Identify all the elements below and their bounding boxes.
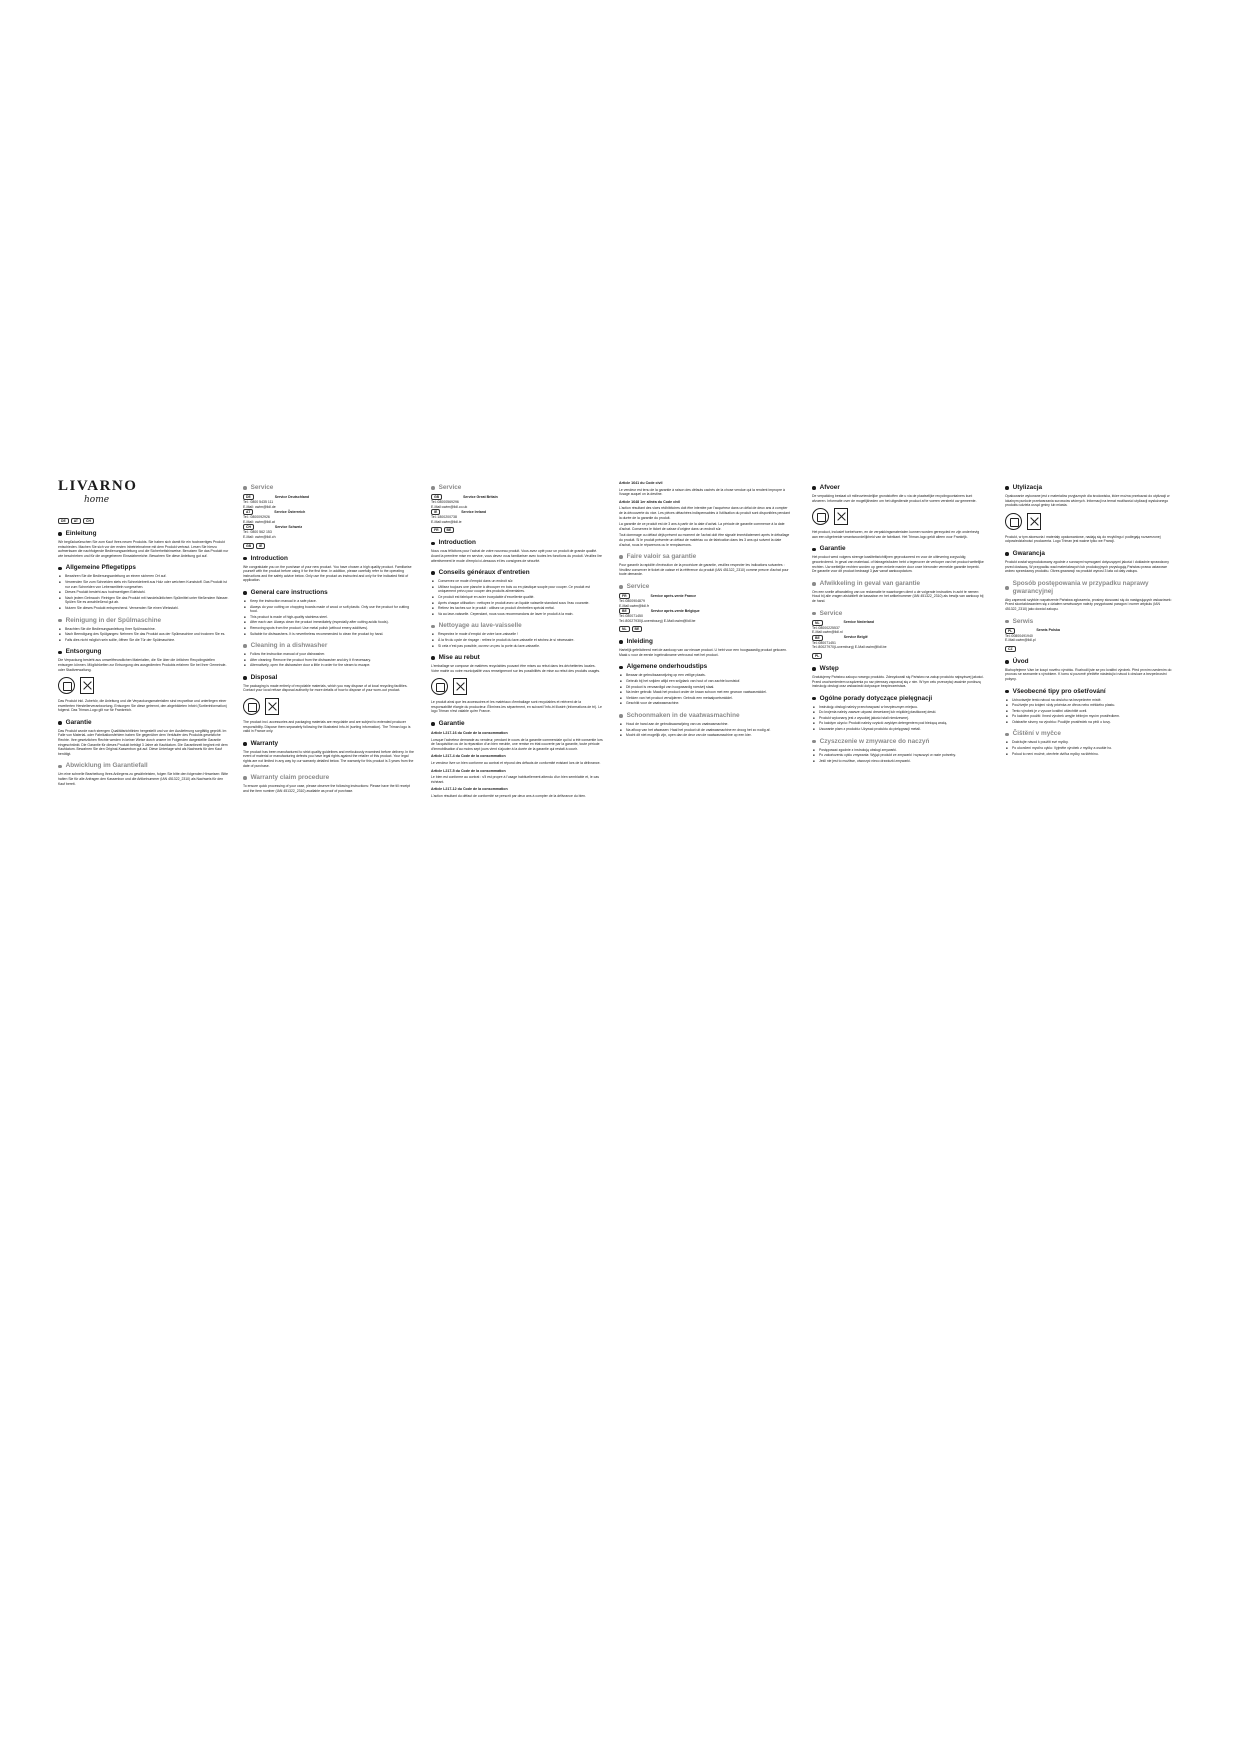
paragraph: Tout dommage ou défaut déjà présent au moment de l'achat doit être signalé immédiatement après le déballage du produit. Si le produit présente un défaut de matériau ou de fabrication dans les 3 ans qui suivent la date d'achat, nous le réparerons ou le remplacerons. — [619, 533, 790, 547]
bullet-icon — [812, 697, 816, 701]
list-item: ■ Utilisez toujours une planche à découper en bois ou en plastique souple pour couper. Ce produit est uniquement prévu pour couper des produits alimentaires. — [431, 585, 603, 594]
article-heading: Article L217-5 du Code de la consommation — [431, 768, 506, 773]
list-item: ■ After each use: Always clean the product immediately (especially after cutting acidic foods). — [243, 620, 415, 625]
bullet-icon — [1005, 486, 1009, 490]
country-chip: CH — [243, 524, 254, 530]
heading-text: Disposal — [250, 673, 278, 681]
paragraph: Le vendeur est tenu de la garantie à raison des défauts cachés de la chose vendue qui la rendent impropre à l'usage auquel on la destine. — [619, 487, 785, 497]
service-name: Service Schweiz — [274, 525, 303, 530]
section-heading — [58, 564, 230, 572]
service-name: Service Deutschland — [274, 494, 310, 499]
service-name: Service Ireland — [461, 509, 487, 514]
heading-text: Afvoer — [819, 484, 840, 491]
heading-text: Mise au rebut — [438, 654, 480, 662]
list-item: ■ Dieses Produkt besteht aus hochwertigem Edelstahl. — [58, 590, 230, 595]
paragraph: Om een snelle afhandeling van uw reclamatie te waarborgen dient u de volgende instructies in acht te nemen: Houd bij alle vragen alstublieft de kassabon en het artikelnummer (IAN 451322_2310) als bewijs van aankoop bij de hand. — [812, 589, 984, 603]
article-heading: Article 1641 du Code civil — [619, 481, 663, 485]
section-heading — [619, 712, 791, 720]
country-chips — [58, 518, 230, 524]
recycling-symbols — [243, 698, 415, 715]
paragraph: Aby zapewnić szybkie rozpatrzenie Państwa zgłoszenia, prosimy stosować się do następujących wskazówek: Przed skontaktowaniem się z działem serwisowym należy przygotować paragon i numer artykułu (IAN 451322_2310) jako dowód zakupu. — [1005, 597, 1172, 611]
heading-text: Všeobecné tipy pro ošetřování — [1012, 687, 1106, 695]
heading-text: Garantie — [438, 720, 465, 728]
list-item: ■ Suitable for dishwashers. It is nevertheless recommended to clean the product by hand. — [243, 632, 415, 637]
list-item: ■ Keep the instruction manual in a safe place. — [243, 599, 415, 604]
bullet-icon — [431, 542, 435, 546]
country-chips — [431, 527, 603, 533]
bullet-icon — [1005, 660, 1009, 664]
article-heading: Article L217-16 du Code de la consommation — [431, 731, 508, 736]
list-item: ■ Nach Beendigung des Spülganges: Nehmen Sie das Produkt aus der Spülmaschine und trocknen Sie es. — [58, 632, 230, 637]
bullet-icon — [619, 714, 623, 718]
instruction-sheet — [58, 478, 1186, 1286]
list-item: ■ Après chaque utilisation : nettoyez le produit avec un liquide vaisselle standard sous l'eau courante. — [431, 601, 603, 606]
column-fr — [431, 478, 603, 1286]
bullet-icon — [812, 548, 816, 552]
heading-text: Warranty claim procedure — [250, 774, 330, 782]
service-phone: Tel.:080071451 — [812, 640, 836, 645]
service-email: E-Mail:owim@lidl.ie — [431, 519, 462, 524]
list-item: ■ Ce produit est fabriqué en acier inoxydable d'excellente qualité. — [431, 595, 603, 600]
section-heading — [1005, 688, 1177, 696]
heading-text: Introduction — [438, 539, 476, 547]
heading-text: Ogólne porady dotyczące pielęgnacji — [819, 694, 933, 702]
country-chip: FR — [431, 527, 442, 533]
bullet-icon — [1005, 690, 1009, 694]
bullet-icon — [243, 776, 247, 780]
service-email: E-Mail: owim@lidl.at — [243, 519, 275, 524]
bullet-icon — [1005, 620, 1009, 624]
list-item: ■ Gebruik bij het snijden altijd een snijplank van hout of van zachte kunststof. — [619, 679, 791, 684]
service-email: E-Mail: owim@lidl.ch — [243, 534, 276, 539]
section-heading — [812, 610, 984, 618]
paragraph: L'emballage se compose de matières recyclables pouvant être mises au rebut dans les déchetteries locales. Votre mairie ou votre municipalité vous renseigneront sur les possibilités de mise au rebut des produits usagés. — [431, 664, 601, 673]
recycle-icon — [1005, 513, 1022, 530]
crossed-bin-icon — [453, 678, 467, 695]
paragraph: Das Produkt inkl. Zubehör, die Anleitung und die Verpackungsmaterialien sind recycelbar und unterliegen einer erweiterten Herstellerverantwortung. Entsorgen Sie diese getrennt, den abgebildeten Infotri (Sortierinformation) folgend. Das Triman-Logo gilt nur für Frankreich. — [58, 699, 227, 713]
list-item: ■ Po každém použití: Ihned výrobek umyjte běžným mycím prostředkem. — [1005, 714, 1177, 719]
heading-text: Service — [819, 609, 843, 617]
column-en — [243, 478, 415, 1286]
section-heading — [243, 674, 415, 682]
paragraph: Het product werd volgens strenge kwaliteitsrichtlijnen geproduceerd en voor de uitlevering zorgvuldig gecontroleerd. In geval van materiaal- of fabrageisfouten hebt u tegenover de verkoper van het product wettelijke rechten. Uw wettelijke rechten worden op geen enkele manier door onze hieronder vermelde garantie beperkt. De garantie voor dit product bedraagt 3 jaar vanaf aankoopdatum. — [812, 555, 984, 574]
paragraph: Het product, inclusief toebehoren, en de verpakkingsmaterialen kunnen worden gerecycled en zijn onderhevig aan een uitgebreide verantwoordelijkheid van de fabrikant. Het Triman-logo geldt alleen voor Frankrijk. — [812, 530, 980, 539]
service-entry — [619, 608, 791, 623]
section-heading — [243, 774, 415, 782]
paragraph: The product has been manufactured to strict quality guidelines and meticulously examined before delivery. In the event of material or manufacturing defects you have legal rights against the retailer of this product. Your legal rights are not limited in any way by our warranty detailed below. The warranty for this product is 3 years from the date of purchase. — [243, 749, 414, 768]
list-item: ■ Removing spots from the product: Use metal polish (without emery additives). — [243, 626, 415, 631]
service-entry — [431, 509, 603, 524]
list-item: ■ Beachten Sie die Bedienungsanleitung Ihrer Spülmaschine. — [58, 627, 230, 632]
list-item: ■ Retirez les taches sur le produit : utilisez un produit d'entretien spécial métal. — [431, 606, 603, 611]
section-heading — [431, 484, 603, 492]
paragraph: La garantie de ce produit est de 3 ans à partir de la date d'achat. La période de garantie commence à la date d'achat. Conservez le ticket de caisse d'origine dans un endroit sûr. — [619, 522, 785, 531]
recycling-symbols — [812, 508, 984, 525]
bullet-icon — [58, 721, 62, 725]
service-entry — [812, 620, 984, 635]
section-heading — [431, 622, 603, 630]
section-heading — [243, 589, 415, 597]
section-heading — [243, 642, 415, 650]
list-item: ■ À la fin du cycle de rinçage : retirez le produit du lave-vaisselle et séchez-le si nécessaire. — [431, 638, 603, 643]
list-item: ■ Tento výrobek je z vysoce kvalitní ušlechtilé oceli. — [1005, 709, 1177, 714]
section-heading — [431, 539, 603, 547]
service-phone: Tel.: 0800 5435 111 — [243, 500, 274, 504]
service-entry — [1005, 628, 1177, 643]
heading-text: Abwicklung im Garantiefall — [65, 762, 148, 770]
list-item: ■ Na afloop van het afwassen: Haal het product uit de vaatwasmachine en droog het zo nodig af. — [619, 728, 791, 733]
country-chip: IE — [431, 509, 440, 515]
section-heading — [812, 484, 984, 492]
crossed-bin-icon — [834, 508, 848, 525]
country-chips — [1005, 646, 1177, 652]
country-chip: PL — [812, 653, 822, 659]
list-item: ■ Na ieder gebruik: Maak het product onder de kraan schoon met een gewoon vaatwasmiddel. — [619, 690, 791, 695]
paragraph: Blahopřejeme Vám ke koupi nového výrobku. Rozhodli jste se pro kvalitní výrobek. Před prvním uvedením do provozu se seznamte s výrobkem. K tomu si pozorně přečtěte následující návod k obsluze a bezpečnostní pokyny. — [1005, 667, 1172, 681]
section-heading — [58, 617, 230, 625]
paragraph: Produkt został wyprodukowany zgodnie z surowymi wymogami dotyczącymi jakości i dokładnie sprawdzony przed dostawą. W przypadku wad materiałowych lub produkcyjnych przysługują Państwu prawa ustawowe wobec sprzedawcy produktu. Okres gwarancji na produkt wynosi 3 lata od daty zakupu. — [1005, 559, 1169, 574]
list-item: ■ Verwenden Sie zum Schneiden stets ein Schneidebrett aus Holz oder weichem Kunststoff. Das Produkt ist nur zum Schneiden von Lebensmitteln vorgesehen. — [58, 580, 230, 589]
service-name: Serwis Polska — [1036, 628, 1060, 633]
logo-subline: home — [84, 495, 110, 505]
bullet-icon — [812, 667, 816, 671]
heading-text: Service — [626, 582, 650, 590]
service-entry — [619, 593, 791, 608]
list-item: ■ Always do your cutting on chopping boards made of wood or soft plastic. Only use the product for cutting food. — [243, 605, 415, 614]
list-item: ■ Pokud to není možné, otevřete dvířka myčky na štěrbinu. — [1005, 752, 1177, 757]
heading-text: Inleiding — [626, 638, 653, 646]
list-item: ■ Dodržujte návod k použití své myčky. — [1005, 740, 1177, 745]
bullet-icon — [812, 612, 816, 616]
country-chip: BE — [619, 608, 630, 614]
bullet-icon — [243, 644, 247, 648]
bullet-icon — [1005, 586, 1009, 590]
bullet-icon — [58, 765, 62, 769]
service-name: Service Österreich — [274, 509, 306, 514]
bullet-icon — [812, 582, 816, 586]
list-item: ■ Produkt wykonany jest z wysokiej jakości stali nierdzewnej. — [812, 716, 984, 721]
section-heading — [812, 545, 984, 553]
service-name: Service Great Britain — [463, 494, 498, 499]
list-item: ■ Respectez le mode d'emploi de votre lave-vaisselle ! — [431, 632, 603, 637]
service-email: E-Mail: owim@lidl.de — [243, 504, 276, 509]
country-chip: NL — [619, 626, 630, 632]
service-name: Service Nederland — [843, 620, 875, 625]
section-heading — [431, 569, 603, 577]
list-item: ■ After cleaning: Remove the product from the dishwasher and dry it if necessary. — [243, 658, 415, 663]
country-chip: FR — [619, 593, 630, 599]
article-heading: Article L217-4 du Code de la consommation — [431, 754, 506, 759]
section-heading — [1005, 550, 1177, 558]
paragraph: To ensure quick processing of your case, please observe the following instructions: Please have the till receipt and the item number (IAN 451322_2310) available as proof of purchase. — [243, 784, 410, 793]
bullet-icon — [431, 625, 435, 629]
bullet-icon — [1005, 733, 1009, 737]
article-heading: Article 1648 1er alinéa du Code civil — [619, 499, 681, 504]
country-chip: GB — [243, 543, 254, 549]
section-heading — [243, 555, 415, 563]
section-heading — [58, 719, 230, 727]
service-phone: Tel.:08000225537 — [812, 625, 840, 630]
livarno-logo — [58, 478, 136, 514]
section-heading — [431, 654, 603, 662]
list-item: ■ Houd de hand aan de gebruiksaanwijzing van uw vaatwasmachine. — [619, 722, 791, 727]
recycle-icon — [243, 698, 260, 715]
paragraph: Pour garantir la rapidité d'exécution de la procédure de garantie, veuillez respecter les indications suivantes : Veuillez conserver le ticket de caisse et la référence du produit (IAN 451322_2310) comme preuve d'achat pour toute demande. — [619, 563, 789, 577]
heading-text: Introduction — [250, 554, 288, 562]
service-email: E-Mail:owim@lidl.pl — [1005, 638, 1036, 643]
bullet-icon — [619, 666, 623, 670]
paragraph: L'action résultant du défaut de conformité se prescrit par deux ans à compter de la délivrance du bien. — [431, 794, 587, 798]
bullet-icon — [431, 486, 435, 490]
bullet-icon — [243, 676, 247, 680]
service-phone: Tel.:0800904879 — [619, 598, 645, 603]
section-heading — [431, 720, 603, 728]
section-heading — [812, 738, 984, 746]
paragraph: Um eine schnelle Bearbeitung Ihres Anliegens zu gewährleisten, folgen Sie bitte den folgenden Hinweisen: Bitte halten Sie für alle Anfragen den Kassenbon und die Artikelnummer (IAN 451322_2310) als Nachweis für den Kauf bereit. — [58, 772, 229, 786]
country-chips — [812, 653, 984, 659]
heading-text: Reinigung in der Spülmaschine — [65, 616, 162, 624]
country-chip: BE — [632, 626, 643, 632]
section-heading — [619, 583, 791, 591]
paragraph: Lorsque l'acheteur demande au vendeur, pendant le cours de la garantie commerciale qui lui a été consentie lors de l'acquisition ou de la réparation d'un bien meuble, une remise en état couverte par la garantie, toute période d'immobilisation d'au moins sept jours vient s'ajouter à la durée de la garantie qui restait à courir. — [431, 737, 603, 751]
bullet-icon — [431, 656, 435, 660]
heading-text: Cleaning in a dishwasher — [250, 642, 328, 650]
service-entry — [243, 494, 415, 509]
heading-text: Wstęp — [819, 664, 839, 672]
paragraph: The packaging is made entirely of recyclable materials, which you may dispose of at local recycling facilities. Contact your local refuse disposal authority for more details of how to dispose of your worn-out product. — [243, 683, 408, 693]
section-heading — [1005, 580, 1177, 596]
paragraph: Nous vous félicitons pour l'achat de votre nouveau produit. Vous avez opté pour un produit de grande qualité. Avant la première mise en service, vous devez vous familiariser avec toutes les fonctions du produit. Veuillez lire attentivement le mode d'emploi ci-dessous et les consignes de sécurité. — [431, 549, 602, 563]
recycle-icon — [431, 678, 448, 695]
bullet-icon — [619, 640, 623, 644]
list-item: ■ Odstraňte skvrny na výrobku: Použijte prostředek na péči o kovy. — [1005, 720, 1177, 725]
country-chip: DE — [243, 494, 254, 500]
heading-text: Gwarancja — [1012, 549, 1045, 557]
service-phone: Tel.:08000569296 — [431, 500, 459, 504]
paragraph: Die Verpackung besteht aus umweltfreundlichen Materialien, die Sie über die örtlichen Recyclingstellen entsorgen können. Möglichkeiten zur Entsorgung des ausgedienten Produkts erfahren Sie bei Ihrer Gemeinde- oder Stadtverwaltung. — [58, 658, 227, 672]
bullet-icon — [431, 722, 435, 726]
paragraph: We congratulate you on the purchase of your new product. You have chosen a high quality product. Familiarise yourself with the product before using it for the first time. In addition, please carefully refer to the operating instructions and the safety advice below. Only use the product as instructed and only for the indicated field of application. — [243, 564, 412, 583]
section-heading — [1005, 618, 1177, 626]
column-pl-cz — [1005, 478, 1177, 1286]
heading-text: Faire valoir sa garantie — [626, 553, 697, 561]
bullet-icon — [812, 740, 816, 744]
heading-text: Nettoyage au lave-vaisselle — [438, 622, 522, 630]
column-de — [58, 478, 230, 1286]
bullet-icon — [243, 591, 247, 595]
country-chip: AT — [243, 509, 253, 515]
column-fr-nl — [619, 478, 791, 1286]
bullet-icon — [58, 651, 62, 655]
heading-text: Algemene onderhoudstips — [626, 663, 708, 671]
service-entry — [431, 494, 603, 509]
heading-text: Czyszczenie w zmywarce do naczyń — [819, 737, 930, 745]
list-item: ■ This product is made of high-quality stainless steel. — [243, 615, 415, 620]
heading-text: Warranty — [250, 739, 279, 747]
section-heading — [243, 740, 415, 748]
bullet-icon — [619, 555, 623, 559]
heading-text: Afwikkeling in geval van garantie — [819, 579, 921, 587]
list-item: ■ Usuwanie plam z produktu: Używać produktu do pielęgnacji metali. — [812, 727, 984, 732]
country-chip: GB — [431, 494, 442, 500]
service-email: Tel.:80027970(Luxemburg) E-Mail:owim@lidl.be — [812, 645, 887, 650]
list-item: ■ Instrukcję obsługi należy przechowywać w bezpiecznym miejscu. — [812, 705, 984, 710]
list-item: ■ Follow the instruction manual of your dishwasher. — [243, 652, 415, 657]
bullet-icon — [243, 557, 247, 561]
heading-text: Garantie — [65, 718, 92, 726]
heading-text: Garantie — [819, 545, 846, 553]
list-item: ■ Nutzen Sie dieses Produkt entsprechend. Verwenden Sie einen Wetzstahl. — [58, 606, 230, 611]
paragraph: Gratulujemy Państwu zakupu nowego produktu. Zdecydowali się Państwo na zakup produktu najwyższej jakości. Przed uruchomieniem urządzenia po raz pierwszy zapoznaj się z nim. W tym celu przeczytaj uważnie poniższą instrukcję obsługi oraz wskazówki dotyczące bezpieczeństwa. — [812, 674, 984, 689]
section-heading — [619, 553, 791, 561]
list-item: ■ Postępować zgodnie z instrukcją obsługi zmywarki. — [812, 748, 984, 753]
service-phone: Tel.:1800200738 — [431, 515, 457, 520]
section-heading — [619, 638, 791, 646]
list-item: ■ Uchovávejte tento návod na obsluhu na bezpečném místě. — [1005, 698, 1177, 703]
heading-text: Conseils généraux d'entretien — [438, 569, 530, 577]
list-item: ■ Conservez ce mode d'emploi dans un endroit sûr. — [431, 579, 603, 584]
heading-text: Sposób postępowania w przypadku naprawy gwarancyjnej — [1012, 579, 1149, 595]
list-item: ■ Jeśli nie jest to możliwe, otworzyć nieco drzwiczki zmywarki. — [812, 759, 984, 764]
bullet-icon — [1005, 552, 1009, 556]
list-item: ■ Si cela n'est pas possible, ouvrez un peu la porte du lave-vaisselle. — [431, 644, 603, 649]
crossed-bin-icon — [1027, 513, 1041, 530]
heading-text: Utylizacja — [1012, 484, 1043, 491]
recycle-icon — [812, 508, 829, 525]
country-chip: IE — [256, 543, 265, 549]
recycling-symbols — [431, 678, 603, 695]
service-entry — [243, 509, 415, 524]
crossed-bin-icon — [265, 698, 279, 715]
section-heading — [812, 695, 984, 703]
service-email: E-Mail:owim@lidl.fr — [619, 603, 649, 608]
paragraph: The product incl. accessories and packaging materials are recyclable and are subject to extended producer responsibility. Dispose them separately following the illustrated Info-tri (sorting information). The Triman logo is valid in France only. — [243, 720, 411, 734]
bullet-icon — [812, 486, 816, 490]
heading-text: Schoonmaken in de vaatwasmachine — [626, 712, 740, 720]
service-email: Tel.:80027930(Luxembourg) E-Mail:owim@lidl.be — [619, 618, 696, 623]
section-heading — [812, 665, 984, 673]
country-chips — [619, 626, 791, 632]
section-heading — [1005, 484, 1177, 492]
bullet-icon — [58, 567, 62, 571]
list-item: ■ Bewahren Sie die Bedienungsanleitung an einem sicheren Ort auf. — [58, 574, 230, 579]
service-phone: Tel.: 0800 562 153 — [243, 530, 272, 535]
list-item: ■ Alternatively, open the dishwasher door a little in order for the steam to escape. — [243, 663, 415, 668]
list-item: ■ Bewaar de gebruiksaanwijzing op een veilige plaats. — [619, 673, 791, 678]
heading-text: Allgemeine Pflegetipps — [65, 564, 136, 572]
recycling-symbols — [58, 677, 230, 694]
column-nl-pl — [812, 478, 984, 1286]
list-item: ■ Dit product is vervaardigd van hoogwaardig roestvrij staal. — [619, 685, 791, 690]
country-chip: AT — [71, 518, 81, 524]
bullet-icon — [431, 571, 435, 575]
heading-text: Serwis — [1012, 617, 1034, 625]
heading-text: Úvod — [1012, 657, 1029, 665]
country-chip: CH — [83, 518, 94, 524]
section-heading — [812, 580, 984, 588]
service-phone: Tel.:00800491940 — [1005, 633, 1033, 638]
paragraph: Le vendeur livre un bien conforme au contrat et répond des défauts de conformité existant lors de la délivrance. — [431, 761, 601, 766]
country-chip: BE — [444, 527, 455, 533]
paragraph: Hartelijk gefeliciteerd met de aankoop van uw nieuwe product. U hebt voor een hoogwaardig product gekozen. Maak u voor de eerste ingebruikname vertrouwd met het product. — [619, 648, 787, 657]
recycling-symbols — [1005, 513, 1177, 530]
heading-text: Service — [438, 484, 462, 491]
service-name: Service après-vente Belgique — [650, 608, 700, 613]
service-email: E-Mail:owim@lidl.co.uk — [431, 504, 468, 509]
service-phone: Tel.: 0800092926 — [243, 515, 270, 520]
paragraph: De verpakking bestaat uit milieuvriendelijke grondstoffen die u via de plaatselijke recyclingcontainers kunt afvoeren. Informatie over de mogelijkheden om het uitgediende product af te voeren verstrekt uw gemeente. — [812, 494, 977, 503]
list-item: ■ Va au lave-vaisselle. Cependant, nous vous recommandons de laver le produit à la main. — [431, 612, 603, 617]
list-item: ■ Po ukončení mycího cyklu: Vyjměte výrobek z myčky a osušte ho. — [1005, 746, 1177, 751]
paragraph: Le bien est conforme au contrat : s'il est propre à l'usage habituellement attendu d'un bien semblable et, le cas échéant. — [431, 775, 600, 784]
section-heading — [58, 648, 230, 656]
service-name: Service België — [843, 635, 868, 640]
logo-wordmark: LIVARNO — [58, 478, 138, 494]
section-heading — [619, 663, 791, 671]
country-chip: DE — [58, 518, 69, 524]
bullet-icon — [58, 619, 62, 623]
list-item: ■ Používejte pro krájení vždy prkénka ze dřeva nebo měkkého plastu. — [1005, 703, 1177, 708]
section-heading — [1005, 658, 1177, 666]
section-heading — [1005, 730, 1177, 738]
heading-text: Einleitung — [65, 530, 97, 537]
country-chips — [243, 543, 415, 549]
list-item: ■ Do krojenia należy zawsze używać drewnianej lub miękkiej plastikowej deski. — [812, 710, 984, 715]
service-name: Service après-vente France — [650, 593, 697, 598]
paragraph: Le produit ainsi que les accessoires et les matériaux d'emballage sont recyclables et relèvent de la responsabilité élargie du producteur. Éliminez-les séparément, en suivant l'Info-tri illustré (informations de tri). Le logo Triman n'est valable qu'en France. — [431, 700, 602, 714]
paragraph: Das Produkt wurde nach strengen Qualitätsrichtlinien hergestellt und vor der Auslieferung sorgfältig geprüft. Im Falle von Material- oder Fabrikationsfehlern haben Sie gegenüber dem Verkäufer des Produkts gesetzliche Rechte. Ihre gesetzlichen Rechte werden in keiner Weise durch unsere im Folgenden dargestellte Garantie eingeschränkt. Die Garantie für dieses Produkt beträgt 3 Jahre ab Kaufdatum. Die Garantiezeit beginnt mit dem Kaufdatum. Bewahren Sie den Original-Kassenbon gut auf. Diese Unterlage wird als Nachweis für den Kauf benötigt. — [58, 728, 228, 756]
section-heading — [58, 530, 230, 538]
bullet-icon — [58, 532, 62, 536]
country-chip: PL — [1005, 628, 1015, 634]
heading-text: Čištění v myčce — [1012, 730, 1061, 738]
paragraph: Produkt, w tym akcesoria i materiały opakowaniowe, nadają się do recyklingu i podlegają rozszerzonej odpowiedzialności producenta. Logo Triman jest ważne tylko we Francji. — [1005, 534, 1161, 544]
list-item: ■ Mocht dit niet mogelijk zijn, open dan de deur van de vaatwasmachine op een kier. — [619, 733, 791, 738]
section-heading — [243, 484, 415, 492]
crossed-bin-icon — [80, 677, 94, 694]
list-item: ■ Po każdym użyciu: Produkt należy czyścić zwykłym detergentem pod bieżącą wodą. — [812, 721, 984, 726]
list-item: ■ Falls dies nicht möglich sein sollte, öffnen Sie die Tür der Spülmaschine. — [58, 638, 230, 643]
service-entry — [243, 524, 415, 539]
country-chip: CZ — [1005, 646, 1016, 652]
list-item: ■ Geschikt voor de vaatwasmachine. — [619, 701, 791, 706]
heading-text: Service — [250, 484, 274, 491]
article-heading: Article L217-12 du Code de la consommation — [431, 787, 508, 792]
paragraph: L'action résultant des vices rédhibitoires doit être intentée par l'acquéreur dans un délai de deux ans à compter de la découverte du vice. Les pièces détachées indispensables à l'utilisation du produit sont disponibles pendant la durée de la garantie du produit. — [619, 506, 790, 520]
list-item: ■ Vlekken van het product verwijderen: Gebruik een metaalpoetsmiddel. — [619, 696, 791, 701]
service-entry — [812, 635, 984, 650]
country-chip: NL — [812, 620, 823, 626]
paragraph: Wir beglückwünschen Sie zum Kauf Ihres neuen Produkts. Sie haben sich damit für ein hochwertiges Produkt entschieden. Machen Sie sich vor der ersten Inbetriebnahme mit dem Produkt vertraut. Lesen Sie hierzu aufmerksam die nachfolgende Bedienungsanleitung und die Sicherheitshinweise. Benutzen Sie das Produkt nur wie beschrieben und für die angegebenen Einsatzbereiche. Bewahren Sie diese Anleitung gut auf. — [58, 540, 229, 558]
service-email: E-Mail:owim@lidl.nl — [812, 630, 843, 635]
paragraph: Opakowanie wykonane jest z materiałów przyjaznych dla środowiska, które można przekazać do utylizacji w lokalnym punkcie przetwarzania surowców wtórnych. Informacji na temat możliwości utylizacji wysłużonego produktu udziela urząd gminy lub miasta. — [1005, 494, 1170, 508]
section-heading — [58, 762, 230, 770]
bullet-icon — [243, 486, 247, 490]
bullet-icon — [619, 585, 623, 589]
country-chip: BE — [812, 635, 823, 641]
list-item: ■ Nach jedem Gebrauch: Reinigen Sie das Produkt mit handelsüblichem Spülmittel unter fließendem Wasser. Spülen Sie es anschließend gut ab. — [58, 596, 230, 605]
heading-text: Entsorgung — [65, 648, 102, 656]
list-item: ■ Po zakończeniu cyklu zmywania: Wyjąć produkt ze zmywarki i wysuszyć w razie potrzeby. — [812, 753, 984, 758]
bullet-icon — [243, 742, 247, 746]
service-phone: Tel.:080071450 — [619, 614, 643, 619]
recycle-icon — [58, 677, 75, 694]
heading-text: General care instructions — [250, 588, 328, 596]
